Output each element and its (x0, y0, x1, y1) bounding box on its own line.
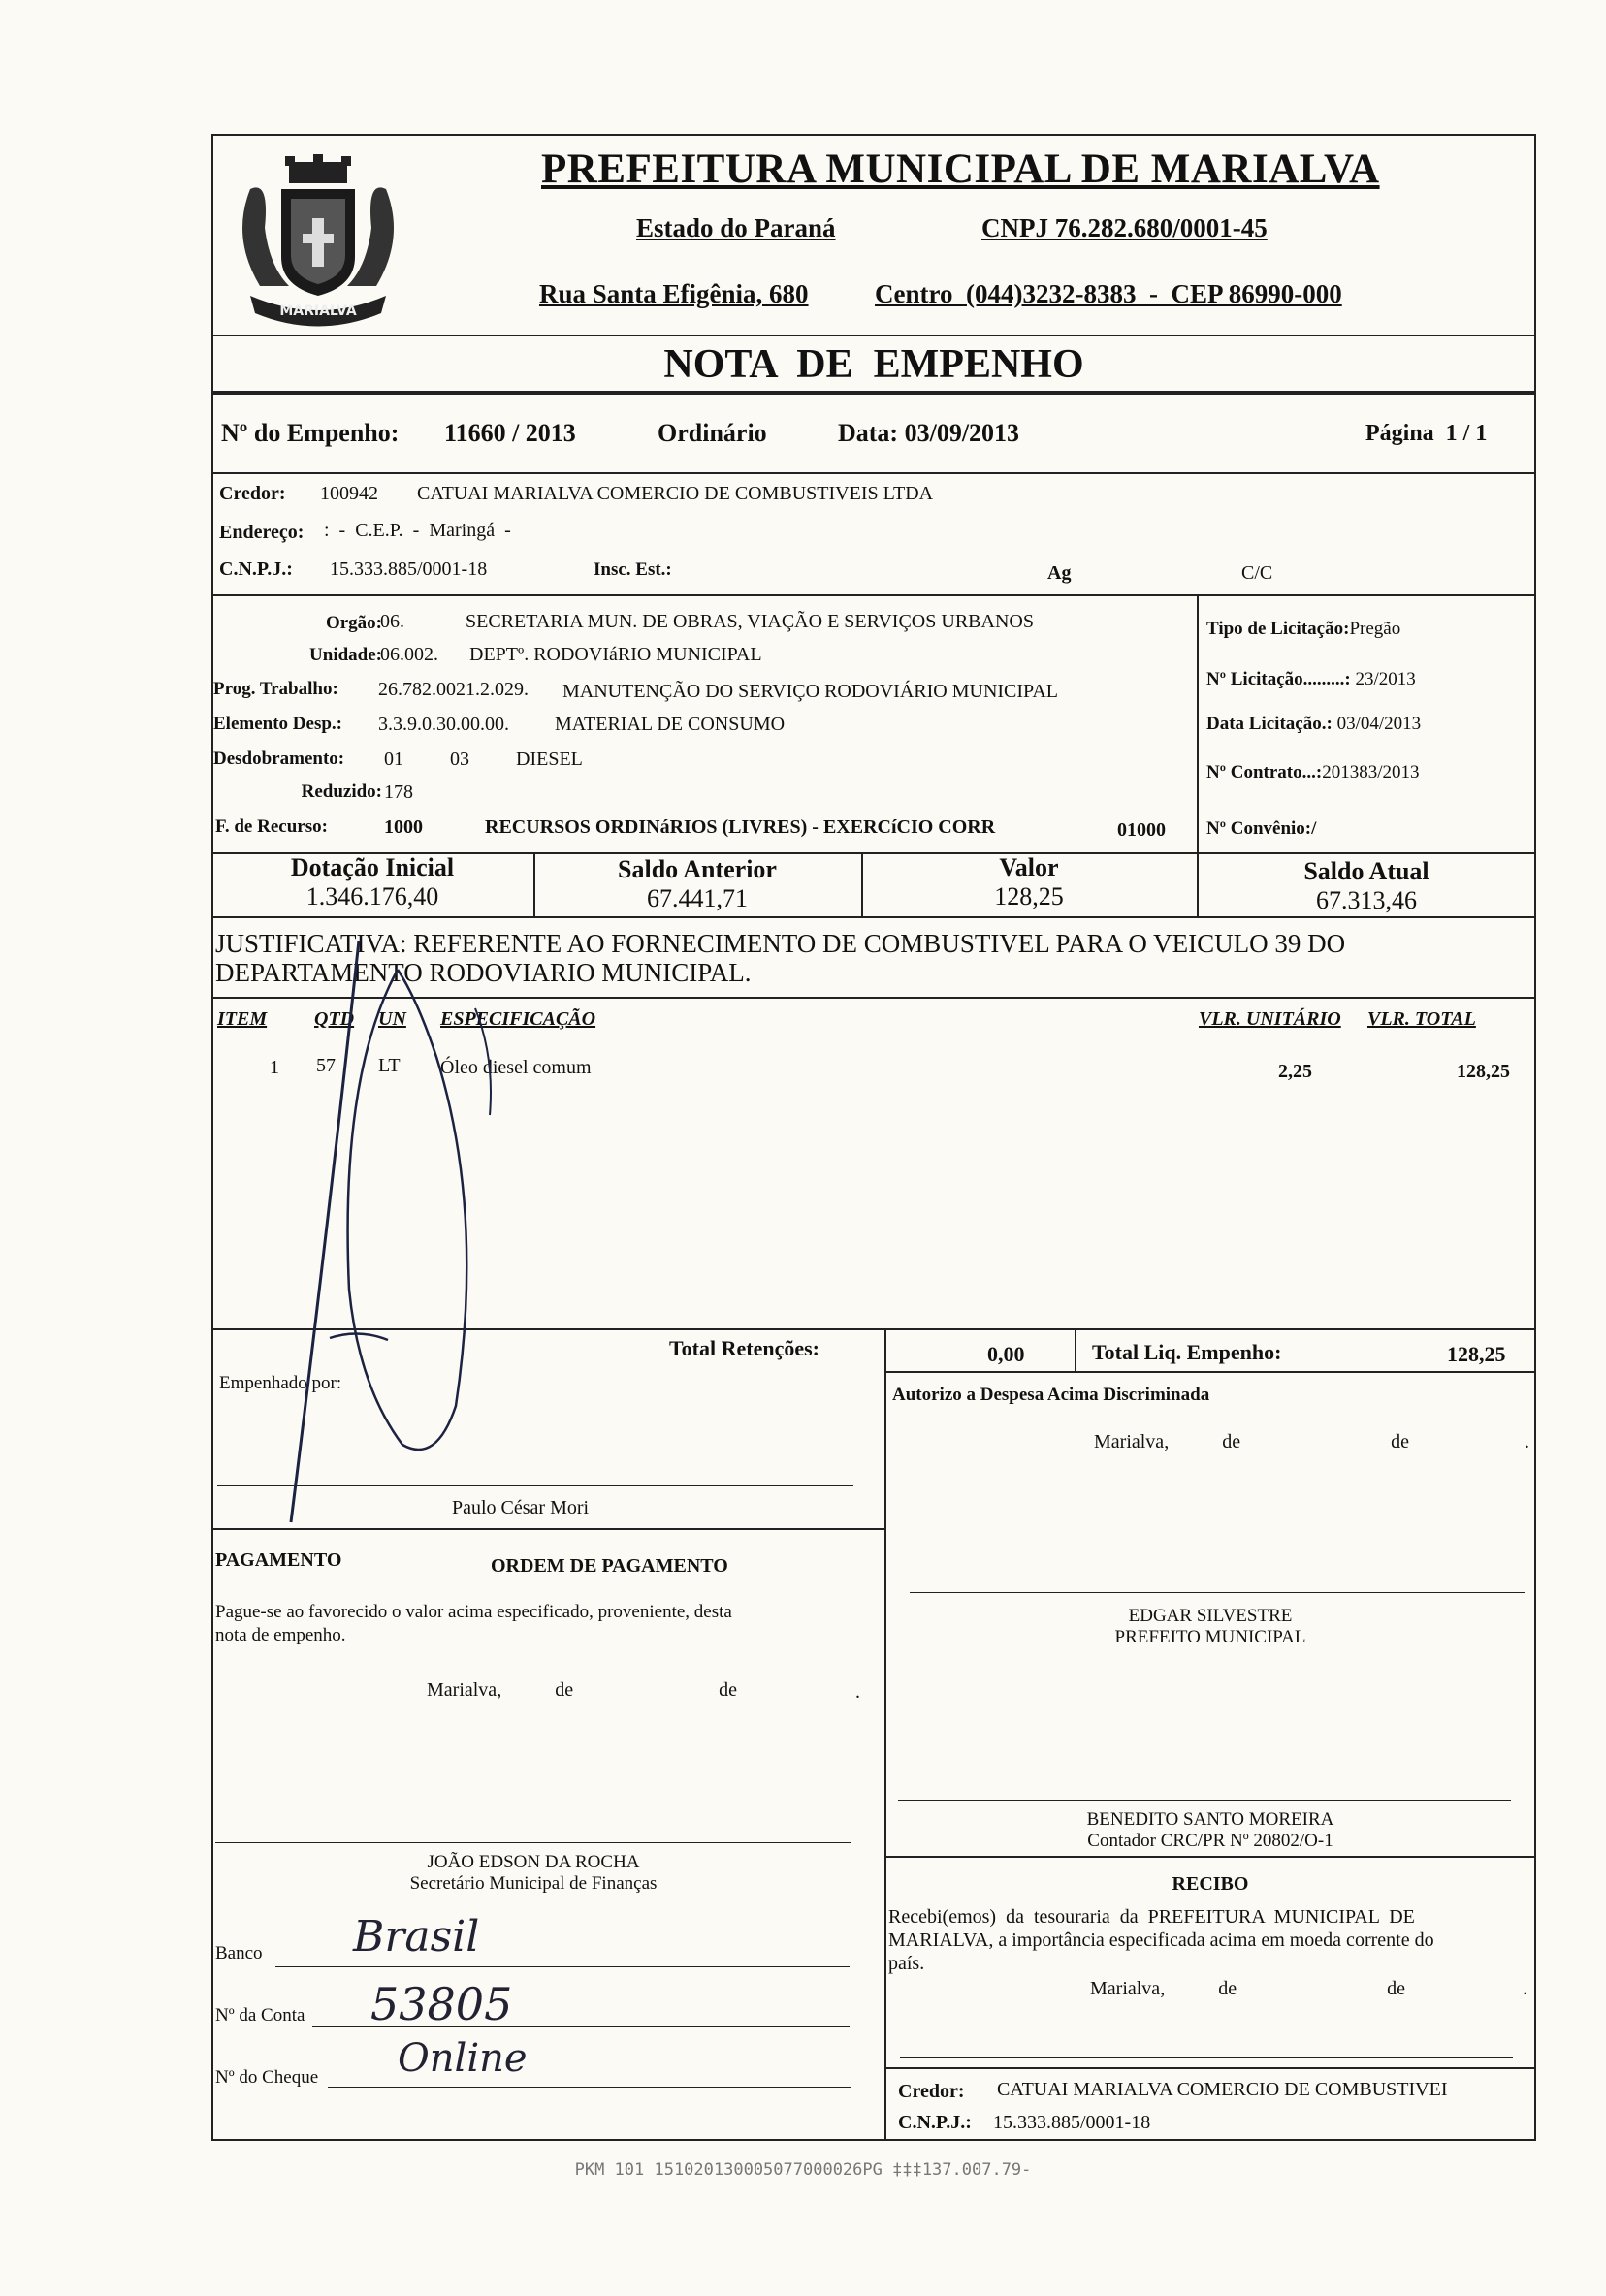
spec-col-header: ESPECIFICAÇÃO (440, 1008, 596, 1030)
prog-name: MANUTENÇÃO DO SERVIÇO RODOVIÁRIO MUNICIPAL (562, 681, 1059, 702)
liq-empenho-value: 128,25 (1447, 1342, 1506, 1366)
mayor-name: EDGAR SILVESTRE (1128, 1606, 1293, 1626)
reduzido-label: Reduzido: (301, 781, 382, 802)
divider (884, 1371, 886, 2141)
pagamento-text-2: nota de empenho. (215, 1625, 346, 1645)
elemento-name: MATERIAL DE CONSUMO (555, 714, 786, 735)
row-un: LT (378, 1055, 401, 1076)
recurso-name: RECURSOS ORDINáRIOS (LIVRES) - EXERCíCIO CORR (485, 816, 996, 838)
cnpj-label: CNPJ 76.282.680/0001-45 (981, 213, 1268, 242)
page-title: PREFEITURA MUNICIPAL DE MARIALVA (541, 146, 1380, 192)
contrato-value: 201383/2013 (1322, 762, 1420, 782)
empenho-date: Data: 03/09/2013 (838, 419, 1020, 447)
orgao-code: 06. (380, 611, 404, 632)
recibo-text-2: MARIALVA, a importância especificada acima em moeda corrente do (888, 1929, 1434, 1951)
contrato-label: Nº Contrato...: (1206, 762, 1323, 782)
divider (211, 594, 1536, 596)
signature-line (900, 2057, 1513, 2058)
orgao-name: SECRETARIA MUN. DE OBRAS, VIAÇÃO E SERVIÇOS URBANOS (466, 611, 1034, 632)
banco-handwritten: Brasil (353, 1912, 480, 1961)
un-col-header: UN (378, 1008, 406, 1030)
row-spec: Óleo diesel comum (440, 1057, 592, 1078)
signature-line (215, 1842, 851, 1843)
divider (1197, 594, 1199, 854)
row-unit-price: 2,25 (1278, 1061, 1312, 1082)
desdobramento-a: 01 (384, 749, 403, 770)
mayor-title: PREFEITO MUNICIPAL (1114, 1627, 1306, 1647)
divider (211, 472, 1536, 474)
credor-code: 100942 (320, 483, 378, 504)
cheque-handwritten: Online (398, 2036, 528, 2081)
insc-est-label: Insc. Est.: (594, 559, 672, 580)
recurso-label: F. de Recurso: (215, 816, 328, 837)
credor-label: Credor: (219, 483, 286, 504)
recibo-cnpj-label: C.N.P.J.: (898, 2112, 972, 2133)
endereco-label: Endereço: (219, 522, 305, 543)
unidade-label: Unidade: (309, 645, 382, 665)
recurso-code-2: 01000 (1117, 819, 1166, 841)
qtd-col-header: QTD (314, 1008, 355, 1030)
empenhado-por-label: Empenhado por: (219, 1373, 342, 1393)
signature-line (910, 1592, 1525, 1593)
desdobramento-name: DIESEL (516, 749, 583, 770)
empenhado-signer: Paulo César Mori (452, 1497, 590, 1518)
recibo-text-3: país. (888, 1953, 925, 1974)
justificativa-line-1: JUSTIFICATIVA: REFERENTE AO FORNECIMENTO DE COMBUSTIVEL PARA O VEICULO 39 DO (215, 929, 1346, 958)
unit-col-header: VLR. UNITÁRIO (1199, 1008, 1341, 1030)
recibo-title: RECIBO (1172, 1873, 1249, 1895)
row-item: 1 (270, 1057, 279, 1078)
licitacao-data-label: Data Licitação.: (1206, 714, 1333, 734)
banco-label: Banco (215, 1943, 263, 1963)
address-street: Rua Santa Efigênia, 680 (539, 279, 809, 308)
justificativa-line-2: DEPARTAMENTO RODOVIARIO MUNICIPAL. (215, 958, 752, 987)
elemento-code: 3.3.9.0.30.00.00. (378, 714, 509, 735)
svg-text:MARIALVA: MARIALVA (279, 303, 357, 319)
pagamento-date-dot: . (855, 1681, 860, 1703)
convenio-label: Nº Convênio:/ (1206, 818, 1317, 839)
cnpj-credor-value: 15.333.885/0001-18 (330, 558, 488, 580)
elemento-label: Elemento Desp.: (213, 714, 342, 734)
autorizo-date-dot: . (1525, 1431, 1529, 1452)
desdobramento-b: 03 (450, 749, 469, 770)
divider (884, 1856, 1536, 1858)
doc-title: NOTA DE EMPENHO (663, 342, 1084, 387)
recibo-date-dot: . (1523, 1978, 1527, 1999)
saldo-anterior-value: 67.441,71 (647, 884, 748, 912)
cnpj-credor-label: C.N.P.J.: (219, 558, 293, 580)
recibo-credor-label: Credor: (898, 2081, 965, 2102)
licitacao-tipo-value: Pregão (1349, 619, 1401, 639)
pagamento-place-date: Marialva, de de (427, 1679, 737, 1701)
row-qtd: 57 (316, 1055, 336, 1076)
conta-label: Nº da Conta (215, 2005, 305, 2025)
page-number: Página 1 / 1 (1365, 421, 1488, 446)
accountant-title: Contador CRC/PR Nº 20802/O-1 (1087, 1831, 1333, 1851)
autorizo-place-date: Marialva, de de (1094, 1431, 1409, 1452)
unidade-code: 06.002. (380, 644, 438, 665)
secretary-name: JOÃO EDSON DA ROCHA (427, 1852, 640, 1872)
saldo-atual-value: 67.313,46 (1316, 886, 1417, 914)
banco-line (275, 1966, 850, 1967)
licitacao-tipo-label: Tipo de Licitação: (1206, 619, 1350, 639)
divider (1075, 1328, 1076, 1371)
divider (211, 391, 1536, 395)
signature-line (898, 1800, 1511, 1801)
saldo-atual-label: Saldo Atual (1303, 857, 1429, 885)
pagamento-text-1: Pague-se ao favorecido o valor acima especificado, proveniente, desta (215, 1602, 732, 1622)
retencoes-value: 0,00 (987, 1342, 1025, 1366)
total-col-header: VLR. TOTAL (1367, 1008, 1476, 1030)
credor-name: CATUAI MARIALVA COMERCIO DE COMBUSTIVEIS LTDA (417, 483, 934, 504)
prog-code: 26.782.0021.2.029. (378, 679, 529, 700)
licitacao-numero-label: Nº Licitação.........: (1206, 669, 1351, 689)
saldo-anterior-label: Saldo Anterior (618, 855, 777, 883)
unidade-name: DEPTº. RODOVIáRIO MUNICIPAL (469, 644, 762, 665)
endereco-value: : - C.E.P. - Maringá - (324, 520, 511, 541)
recibo-cnpj-value: 15.333.885/0001-18 (993, 2112, 1151, 2133)
item-col-header: ITEM (217, 1008, 268, 1030)
empenho-number-label: Nº do Empenho: (221, 419, 400, 447)
valor-label: Valor (999, 853, 1059, 881)
divider (884, 2067, 1536, 2069)
account-label: C/C (1241, 562, 1273, 584)
empenho-number: 11660 / 2013 (444, 419, 576, 447)
recurso-code: 1000 (384, 816, 423, 838)
conta-handwritten: 53805 (370, 1978, 513, 2030)
desdobramento-label: Desdobramento: (213, 749, 345, 769)
cheque-label: Nº do Cheque (215, 2067, 319, 2088)
ordem-pagamento-label: ORDEM DE PAGAMENTO (491, 1555, 728, 1577)
handwritten-mark (213, 921, 679, 1532)
orgao-label: Orgão: (325, 613, 382, 633)
divider (211, 335, 1536, 336)
recibo-place-date: Marialva, de de (1090, 1978, 1405, 1999)
secretary-title: Secretário Municipal de Finanças (409, 1873, 658, 1894)
agency-label: Ag (1047, 562, 1072, 584)
licitacao-numero-value: 23/2013 (1350, 669, 1416, 689)
retencoes-label: Total Retenções: (669, 1336, 819, 1360)
cheque-line (328, 2087, 851, 2088)
recibo-credor-name: CATUAI MARIALVA COMERCIO DE COMBUSTIVEI (997, 2079, 1448, 2100)
divider (211, 916, 1536, 918)
liq-empenho-label: Total Liq. Empenho: (1092, 1340, 1282, 1364)
address-contact: Centro (044)3232-8383 - CEP 86990-000 (875, 279, 1342, 308)
licitacao-data-value: 03/04/2013 (1332, 714, 1422, 734)
recibo-text-1: Recebi(emos) da tesouraria da PREFEITURA MUNICIPAL DE (888, 1906, 1415, 1928)
dotacao-value: 1.346.176,40 (305, 882, 439, 910)
accountant-name: BENEDITO SANTO MOREIRA (1086, 1809, 1334, 1830)
pagamento-label: PAGAMENTO (215, 1549, 342, 1571)
prog-label: Prog. Trabalho: (213, 679, 338, 699)
empenho-type: Ordinário (658, 419, 767, 447)
divider (884, 1371, 1536, 1373)
state-label: Estado do Paraná (636, 213, 836, 242)
coat-of-arms-icon (221, 141, 415, 335)
dotacao-label: Dotação Inicial (290, 853, 455, 881)
reduzido-value: 178 (384, 781, 413, 803)
row-total: 128,25 (1457, 1061, 1510, 1082)
scanner-code: PKM 101 151020130005077000026PG ‡‡‡137.007.79- (574, 2160, 1032, 2180)
autorizo-label: Autorizo a Despesa Acima Discriminada (892, 1385, 1210, 1405)
valor-value: 128,25 (994, 882, 1064, 910)
